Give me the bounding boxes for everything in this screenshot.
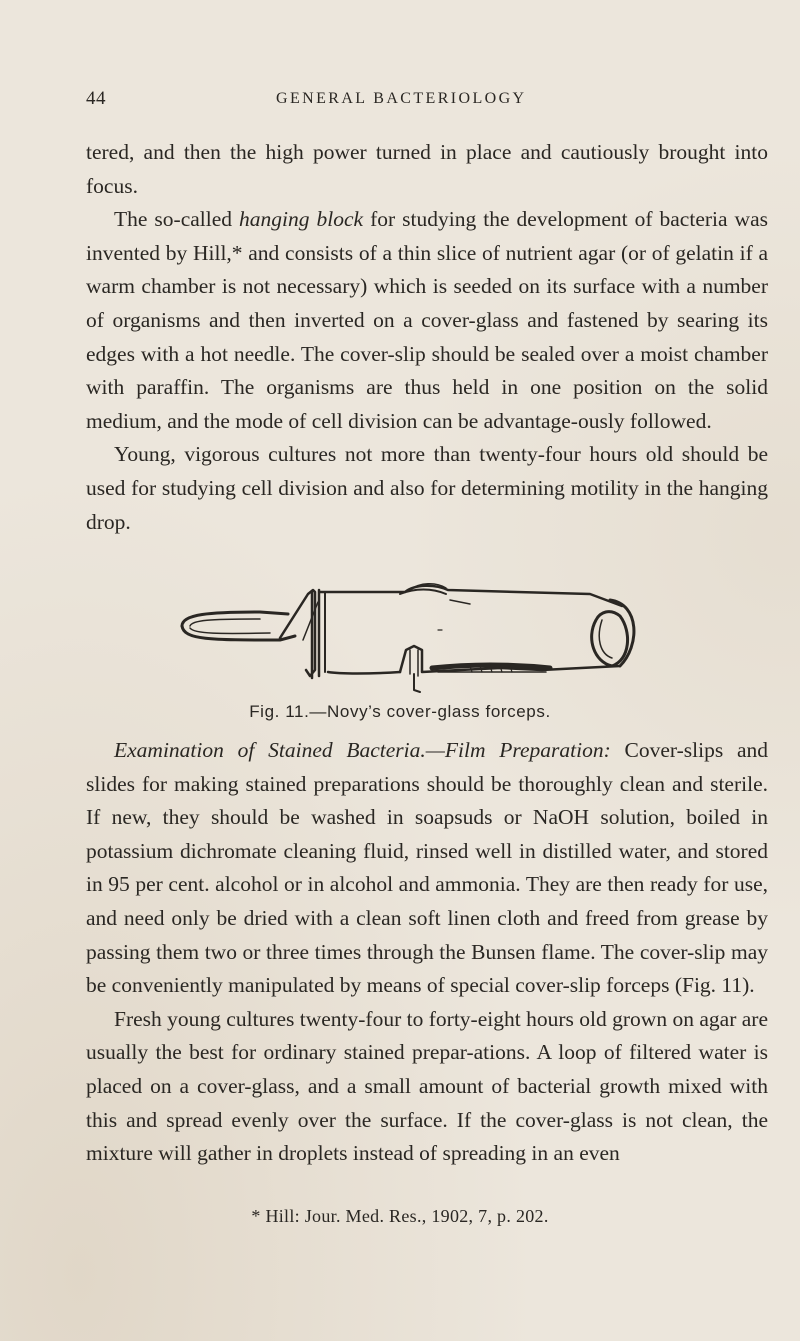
page-header	[86, 88, 766, 112]
paragraph-body: for studying the development of bacteria was invented by Hill,* and consists of a thin slice of nutrient agar (or of gelatin if a warm chamber is not necessary) which is seeded on its surface with a number of organisms and then inverted on a cover-glass and fastened by searing its edges with a hot needle. The cover-slip should be sealed over a moist chamber with paraffin. The organisms are thus held in one position on the solid medium, and the mode of cell division can be advantage-ously followed.	[86, 207, 768, 433]
paragraph-hanging-block	[86, 203, 768, 438]
body-text-bottom	[86, 734, 768, 1171]
forceps-illustration	[170, 580, 650, 700]
paragraph-lead-in: The so-called	[114, 207, 240, 232]
paragraph-continuation: tered, and then the high power turned in place and cautiously brought into focus.	[86, 140, 768, 198]
paragraph-examination	[86, 734, 768, 1003]
paragraph-body: Cover-slips and slides for making stained preparations should be thoroughly clean and sterile. If new, they should be washed in soapsuds or NaOH solution, boiled in potassium dichromate cleaning fluid, rinsed well in distilled water, and stored in 95 per cent. alcohol or in alcohol and ammonia. They are then ready for use, and need only be dried with a clean soft linen cloth and freed from grease by passing them two or three times through the Bunsen flame. The cover-slip may be conveniently manipulated by means of special cover-slip forceps (Fig. 11).	[86, 738, 769, 998]
footnote: * Hill: Jour. Med. Res., 1902, 7, p. 202.	[251, 1206, 549, 1226]
figure-forceps	[170, 580, 650, 700]
section-heading-italic: Examination of Stained Bacteria.—Film Preparation:	[114, 738, 611, 762]
body-text-top	[86, 136, 768, 539]
paragraph-young-cultures: Young, vigorous cultures not more than twenty-four hours old should be used for studying cell division and also for determining motility in the hanging drop.	[86, 442, 768, 534]
term-hanging-block: hanging block	[239, 207, 364, 232]
figure-caption: Fig. 11.—Novy’s cover-glass forceps.	[249, 702, 551, 721]
paragraph-fresh-cultures: Fresh young cultures twenty-four to forty-eight hours old grown on agar are usually the best for ordinary stained prepar-ations. A loop of filtered water is placed on a cover-glass, and a small amount of bacterial growth mixed with this and spread evenly over the surface. If the cover-glass is not clean, the mixture will gather in droplets instead of spreading in an even	[86, 1006, 768, 1166]
running-head: GENERAL BACTERIOLOGY	[276, 90, 527, 107]
page-number: 44	[86, 88, 106, 109]
